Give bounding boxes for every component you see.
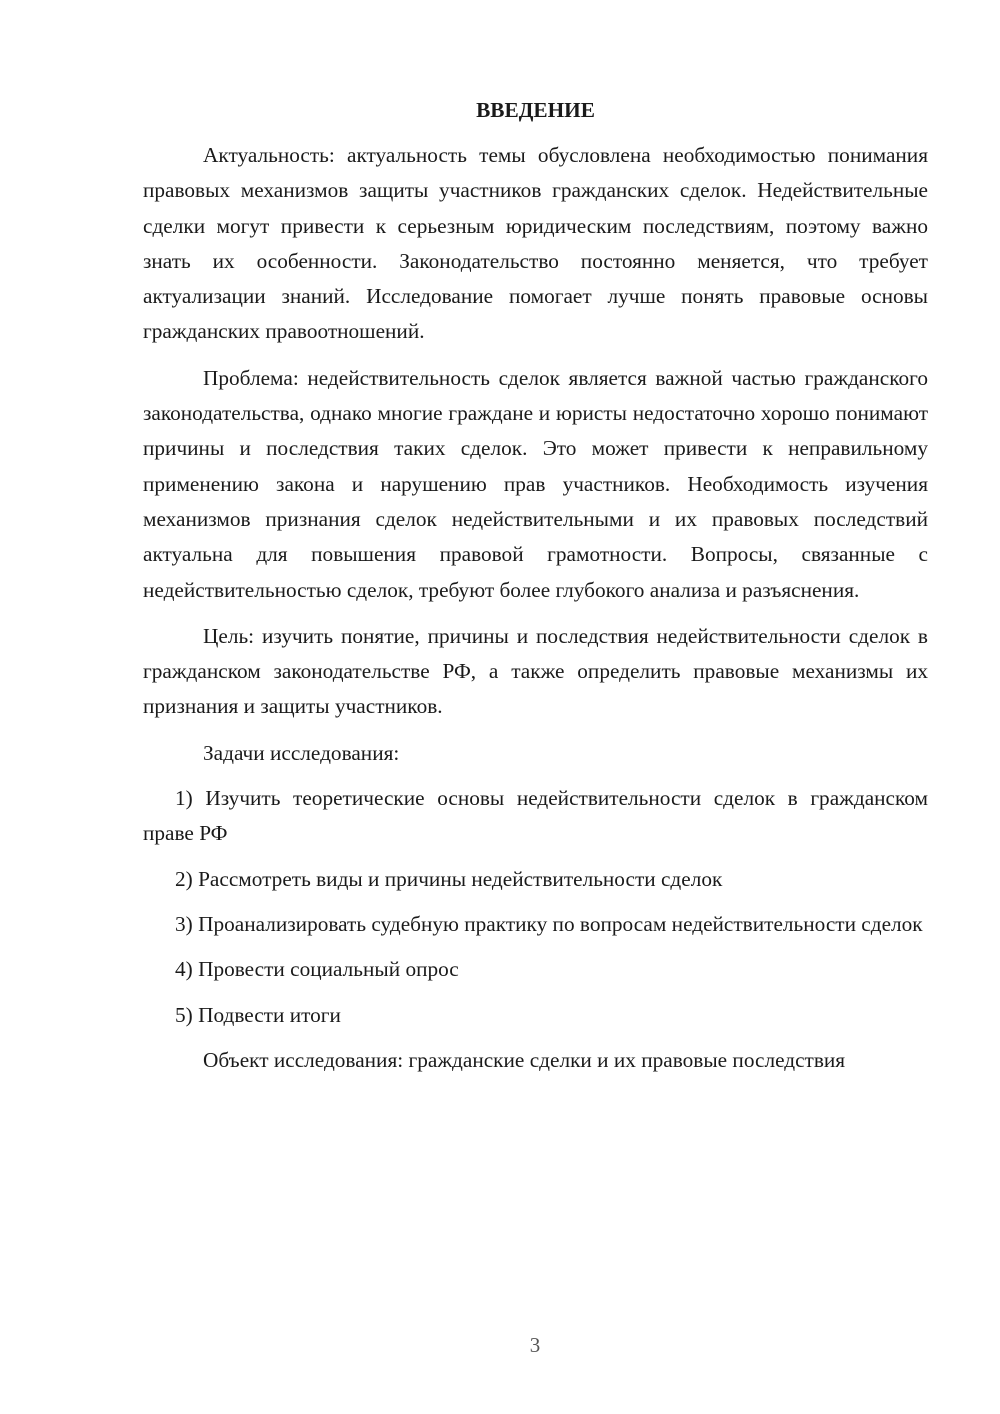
task-item-2: 2) Рассмотреть виды и причины недействительности сделок — [175, 866, 723, 891]
paragraph-goal: Цель: изучить понятие, причины и последствия недействительности сделок в гражданском законодательстве РФ, а также определить правовые механизмы их признания и защиты участников. — [143, 623, 928, 719]
paragraph-relevance: Актуальность: актуальность темы обусловлена необходимостью понимания правовых механизмов защиты участников гражданских сделок. Недействительные сделки могут привести к серьезным юридическим последствиям, поэтому важно знать их особенности. Законодательство постоянно меняется, что требует актуализации знаний. Исследование помогает лучше понять правовые основы гражданских правоотношений. — [143, 143, 928, 344]
task-item-4: 4) Провести социальный опрос — [175, 957, 459, 982]
page-content — [143, 93, 928, 1089]
section-title: ВВЕДЕНИЕ — [476, 98, 595, 122]
task-item-3: 3) Проанализировать судебную практику по вопросам недействительности сделок — [175, 911, 923, 936]
task-item-1: 1) Изучить теоретические основы недействительности сделок в гражданском праве РФ — [143, 786, 928, 846]
tasks-heading: Задачи исследования: — [203, 740, 400, 765]
paragraph-object: Объект исследования: гражданские сделки и их правовые последствия — [203, 1047, 846, 1072]
paragraph-problem: Проблема: недействительность сделок является важной частью гражданского законодательства, однако многие граждане и юристы недостаточно хорошо понимают причины и последствия таких сделок. Это может привести к неправильному применению закона и нарушению прав участников. Необходимость изучения механизмов признания сделок недействительными и их правовых последствий актуальна для повышения правовой грамотности. Вопросы, связанные с недействительностью сделок, требуют более глубокого анализа и разъяснения. — [143, 365, 928, 602]
page-number: 3 — [529, 1333, 541, 1357]
task-item-5: 5) Подвести итоги — [175, 1002, 341, 1027]
